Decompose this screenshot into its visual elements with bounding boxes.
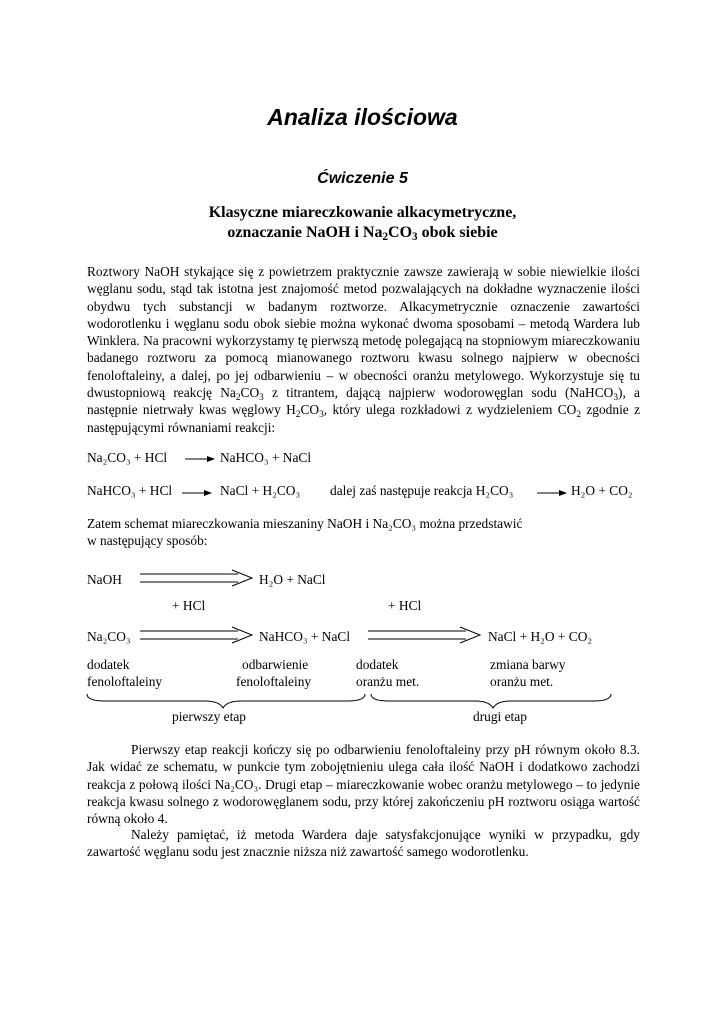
label-color-change-2: oranżu met.	[490, 674, 554, 689]
label-decolor-1: odbarwienie	[242, 657, 309, 672]
page-title: Analiza ilościowa	[267, 104, 458, 130]
schema-plus-hcl-1: + HCl	[172, 598, 206, 613]
eq2-result: H₂O + CO₂	[571, 483, 633, 498]
schema-intro-line-2: w następujący sposób:	[87, 533, 208, 548]
double-arrow-icon	[368, 627, 483, 645]
brace-stage-1	[87, 694, 365, 708]
stage-2-label: drugi etap	[473, 709, 527, 724]
schema-na2co3: Na₂CO₃	[87, 629, 131, 644]
label-add-phenolphthalein-1: dodatek	[87, 657, 130, 672]
eq1-left: Na₂CO₃ + HCl	[87, 450, 168, 465]
schema-naoh-product: H₂O + NaCl	[259, 572, 326, 587]
label-color-change-1: zmiana barwy	[490, 657, 566, 672]
heading-line-2: oznaczanie NaOH i $Na_2CO_3$ obok siebie	[227, 224, 498, 243]
label-add-methyl-orange-1: dodatek	[356, 657, 399, 672]
brace-stage-2	[371, 694, 611, 708]
schema-intro-line-1: Zatem schemat miareczkowania mieszaniny NaOH i Na₂CO₃ można przedstawić	[87, 516, 523, 531]
schema-plus-hcl-2: + HCl	[388, 598, 422, 613]
eq2-left: NaHCO₃ + HCl	[87, 483, 173, 498]
schema-naoh: NaOH	[87, 572, 122, 587]
eq1-right: NaHCO₃ + NaCl	[220, 450, 312, 465]
schema-step1-product: NaHCO₃ + NaCl	[259, 629, 351, 644]
closing-paragraph-2: Należy pamiętać, iż metoda Wardera daje satysfakcjonujące wyniki w przypadku, gdy zawartość węglanu sodu jest znacznie niższa niż zawartość samego wodorotlenku.	[87, 827, 640, 860]
label-add-phenolphthalein-2: fenoloftaleiny	[87, 674, 163, 689]
label-decolor-2: fenoloftaleiny	[236, 674, 312, 689]
schema-step2-product: NaCl + H₂O + CO₂	[488, 629, 593, 644]
double-arrow-icon	[140, 627, 255, 645]
eq2-middle: dalej zaś następuje reakcja H₂CO₃	[330, 483, 514, 498]
double-arrow-icon	[140, 570, 255, 588]
stage-1-label: pierwszy etap	[172, 709, 246, 724]
stage-braces	[85, 692, 615, 712]
label-add-methyl-orange-2: oranżu met.	[356, 674, 420, 689]
heading-line-1: Klasyczne miareczkowanie alkacymetryczne,	[208, 204, 517, 221]
reaction-arrow-icon	[185, 454, 217, 464]
closing-paragraph-1: Pierwszy etap reakcji kończy się po odbarwieniu fenoloftaleiny przy pH równym około 8.3. Jak widać ze schematu, w punkcie tym zobojętnieniu ulega cała ilość NaOH i dodatkowo zachodzi reakcja z połową ilości Na₂CO₃. Drugi etap – miareczkowanie wobec oranżu metylowego – to jedynie reakcja kwasu solnego z wodorowęglanem sodu, przy której zakończeniu pH roztworu osiąga wartość równą około 4.	[87, 742, 640, 827]
reaction-arrow-icon	[537, 488, 569, 498]
exercise-number: Ćwiczenie 5	[317, 170, 408, 187]
intro-paragraph: Roztwory NaOH stykające się z powietrzem praktycznie zawsze zawierają w sobie niewielkie ilości węglanu sodu, stąd tak istotna jest znajomość metod pozwalających na dokładne wyznaczenie ilości obydwu tych substancji w badanym roztworze. Alkacymetrycznie oznaczenie zawartości wodorotlenku i węglanu sodu obok siebie można wykonać dwoma sposobami – metodą Wardera lub Winklera. Na pracowni wykorzystamy tę pierwszą metodę polegającą na stopniowym miareczkowaniu badanego roztworu za pomocą mianowanego roztworu kwasu solnego najpierw w obecności fenoloftaleiny, a dalej, po jej odbarwieniu – w obecności oranżu metylowego. Wykorzystuje się tu dwustopniową reakcję $Na_2CO_3$ z titrantem, dającą najpierw wodorowęglan sodu (NaHCO$_3$), a następnie nietrwały kwas węglowy $H_2CO_3$, który ulega rozkładowi z wydzieleniem $CO_2$ zgodnie z następującymi równaniami reakcji:	[87, 264, 641, 435]
reaction-arrow-icon	[182, 488, 214, 498]
eq2-right: NaCl + H₂CO₃	[220, 483, 301, 498]
